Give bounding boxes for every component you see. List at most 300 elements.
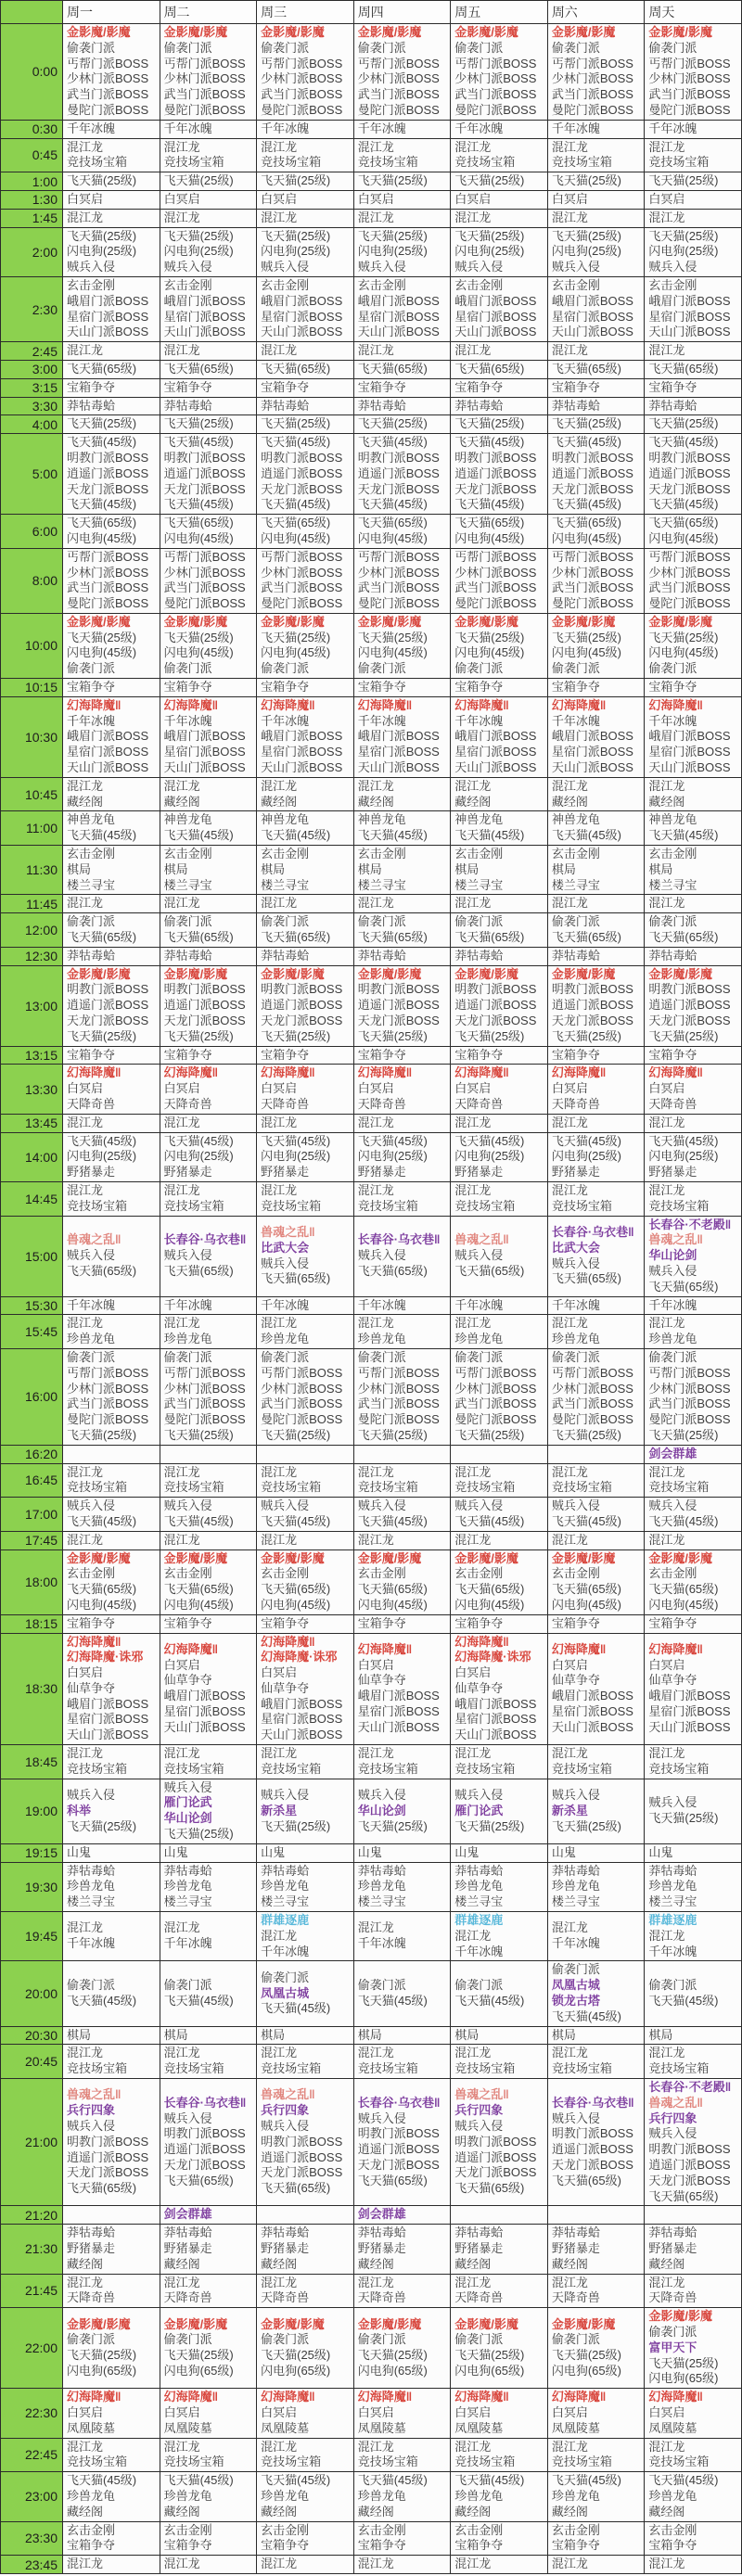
event-label: 曼陀门派BOSS xyxy=(454,102,537,117)
schedule-cell xyxy=(547,1633,645,1745)
event-label: 贼兵入侵 xyxy=(67,260,116,274)
day-header: 周天 xyxy=(645,1,742,24)
event-label: 贼兵入侵 xyxy=(163,1779,212,1794)
event-label: 贼兵入侵 xyxy=(163,2111,212,2125)
event-label: 偷袭门派 xyxy=(261,1970,310,1984)
schedule-cell xyxy=(257,378,354,397)
event-label: 混江龙 xyxy=(648,139,685,154)
schedule-cell xyxy=(547,2521,645,2556)
schedule-cell xyxy=(645,434,742,515)
event-label: 兵行四象 xyxy=(261,2103,310,2118)
time-label: 15:30 xyxy=(1,1296,63,1315)
event-label: 飞天猫(65级) xyxy=(648,930,719,945)
schedule-cell xyxy=(353,1531,451,1549)
schedule-cell xyxy=(353,1961,451,2026)
event-label: 混江龙 xyxy=(163,1746,200,1761)
event-label: 少林门派BOSS xyxy=(163,1381,246,1396)
event-label: 玄击金刚 xyxy=(261,277,310,292)
event-label: 天龙门派BOSS xyxy=(67,481,149,496)
event-label: 星宿门派BOSS xyxy=(67,1712,149,1727)
event-label: 幻海降魔‖ xyxy=(551,2390,607,2404)
schedule-cell xyxy=(451,1745,548,1779)
event-label: 金影魔/影魔 xyxy=(67,2316,131,2331)
event-label: 宝箱争夺 xyxy=(454,2538,504,2553)
event-label: 偷袭门派 xyxy=(551,914,600,929)
event-label: 莽牯毒蛤 xyxy=(357,2225,406,2240)
event-label: 贼兵入侵 xyxy=(454,260,504,274)
event-label: 千年冰魄 xyxy=(648,121,697,135)
table-row xyxy=(1,209,742,227)
schedule-cell xyxy=(353,360,451,378)
schedule-cell xyxy=(63,2045,160,2079)
schedule-cell xyxy=(547,342,645,361)
event-label: 混江龙 xyxy=(454,210,492,224)
event-label: 闪电狗(25级) xyxy=(454,1149,525,1164)
event-label: 混江龙 xyxy=(357,139,394,154)
schedule-cell xyxy=(547,1463,645,1498)
event-label: 仙草争夺 xyxy=(67,1680,116,1695)
event-label: 白冥启 xyxy=(163,2404,200,2419)
time-label: 22:00 xyxy=(1,2308,63,2389)
event-label: 峨眉门派BOSS xyxy=(648,729,731,744)
event-label: 星宿门派BOSS xyxy=(357,745,440,759)
schedule-cell xyxy=(257,1633,354,1745)
event-label: 天降奇兽 xyxy=(551,1097,600,1111)
event-label: 飞天猫(45级) xyxy=(454,435,525,450)
event-label: 宝箱争夺 xyxy=(648,2538,697,2553)
event-label: 飞天猫(45级) xyxy=(163,2473,234,2488)
event-label: 金影魔/影魔 xyxy=(357,614,422,629)
event-label: 逍遥门派BOSS xyxy=(648,465,731,480)
event-label: 仙草争夺 xyxy=(357,1673,406,1688)
time-label: 2:45 xyxy=(1,342,63,361)
event-label: 飞天猫(45级) xyxy=(261,435,331,450)
event-label: 千年冰魄 xyxy=(357,1936,406,1951)
event-label: 金影魔/影魔 xyxy=(163,614,228,629)
schedule-cell xyxy=(353,895,451,913)
schedule-cell xyxy=(63,613,160,678)
event-label: 闪电狗(45级) xyxy=(551,645,621,660)
event-label: 飞天猫(45级) xyxy=(67,1994,137,2009)
event-label: 混江龙 xyxy=(551,2046,588,2060)
event-label: 闪电狗(45级) xyxy=(357,1597,428,1612)
event-label: 天降奇兽 xyxy=(551,2290,600,2305)
event-label: 逍遥门派BOSS xyxy=(357,2142,440,2157)
event-label: 飞天猫(65级) xyxy=(551,516,621,530)
event-label: 混江龙 xyxy=(357,343,394,358)
event-label: 闪电狗(45级) xyxy=(261,530,331,545)
event-label: 逍遥门派BOSS xyxy=(163,2142,246,2157)
event-label: 藏经阁 xyxy=(648,2256,685,2271)
event-label: 飞天猫(45级) xyxy=(551,1513,621,1528)
event-label: 天降奇兽 xyxy=(357,1097,406,1111)
event-label: 宝箱争夺 xyxy=(454,1047,504,1062)
event-label: 千年冰魄 xyxy=(67,121,116,135)
event-label: 飞天猫(25级) xyxy=(648,1028,719,1043)
schedule-cell xyxy=(645,679,742,697)
event-label: 长春谷·乌衣巷‖ xyxy=(357,2095,441,2110)
event-label: 楼兰寻宝 xyxy=(357,877,406,892)
event-label: 星宿门派BOSS xyxy=(551,745,633,759)
event-label: 珍兽龙龟 xyxy=(67,1332,116,1346)
event-label: 竞技场宝箱 xyxy=(67,2061,128,2076)
event-label: 明教门派BOSS xyxy=(357,2126,440,2141)
event-label: 飞天猫(65级) xyxy=(357,1263,428,1278)
event-label: 天龙门派BOSS xyxy=(261,1014,343,1028)
schedule-cell xyxy=(451,1065,548,1114)
event-label: 玄击金刚 xyxy=(648,2522,697,2537)
event-label: 贼兵入侵 xyxy=(163,1498,212,1513)
schedule-cell xyxy=(353,172,451,191)
time-label: 0:45 xyxy=(1,138,63,172)
event-label: 混江龙 xyxy=(67,2557,104,2571)
schedule-cell xyxy=(257,2079,354,2206)
time-label: 19:45 xyxy=(1,1912,63,1961)
time-label: 10:45 xyxy=(1,777,63,811)
time-label: 3:00 xyxy=(1,360,63,378)
event-label: 天降奇兽 xyxy=(163,1097,212,1111)
schedule-cell xyxy=(63,1348,160,1445)
event-label: 少林门派BOSS xyxy=(357,71,440,86)
schedule-cell xyxy=(353,2206,451,2225)
event-label: 贼兵入侵 xyxy=(163,1248,212,1263)
event-label: 金影魔/影魔 xyxy=(67,25,131,39)
event-label: 飞天猫(25级) xyxy=(357,173,428,188)
event-label: 贼兵入侵 xyxy=(261,2119,310,2133)
event-label: 藏经阁 xyxy=(67,794,104,809)
schedule-cell xyxy=(645,2206,742,2225)
event-label: 飞天猫(25级) xyxy=(454,630,525,644)
event-label: 宝箱争夺 xyxy=(648,379,697,394)
event-label: 天龙门派BOSS xyxy=(163,481,246,496)
event-label: 偷袭门派 xyxy=(67,914,116,929)
event-label: 偷袭门派 xyxy=(357,1978,406,1993)
event-label: 千年冰魄 xyxy=(648,1944,697,1958)
event-label: 混江龙 xyxy=(261,1316,298,1331)
event-label: 飞天猫(25级) xyxy=(648,2355,719,2370)
event-label: 幻海降魔‖ xyxy=(163,1065,219,1080)
event-label: 飞天猫(25级) xyxy=(551,630,621,644)
schedule-cell xyxy=(645,1779,742,1843)
event-label: 贼兵入侵 xyxy=(551,1256,600,1270)
event-label: 闪电狗(65级) xyxy=(551,2363,621,2378)
event-label: 混江龙 xyxy=(163,343,200,358)
event-label: 武当门派BOSS xyxy=(551,1396,633,1411)
event-label: 峨眉门派BOSS xyxy=(454,293,537,308)
schedule-cell xyxy=(63,172,160,191)
table-row xyxy=(1,548,742,613)
schedule-cell xyxy=(547,965,645,1046)
event-label: 宝箱争夺 xyxy=(648,1047,697,1062)
schedule-cell xyxy=(645,360,742,378)
event-label: 偷袭门派 xyxy=(648,661,697,676)
event-label: 飞天猫(25级) xyxy=(648,228,719,243)
event-label: 飞天猫(65级) xyxy=(67,361,137,376)
schedule-cell xyxy=(257,1498,354,1532)
table-row xyxy=(1,777,742,811)
event-label: 白冥启 xyxy=(551,1081,588,1096)
event-label: 棋局 xyxy=(261,861,286,876)
schedule-cell xyxy=(451,548,548,613)
event-label: 逍遥门派BOSS xyxy=(163,998,246,1013)
event-label: 闪电狗(45级) xyxy=(454,530,525,545)
event-label: 混江龙 xyxy=(357,2557,394,2571)
schedule-cell xyxy=(160,679,257,697)
schedule-cell xyxy=(63,679,160,697)
event-label: 莽牯毒蛤 xyxy=(163,1863,212,1878)
time-label: 5:00 xyxy=(1,434,63,515)
event-label: 藏经阁 xyxy=(67,2504,104,2519)
event-label: 飞天猫(25级) xyxy=(163,416,234,431)
event-label: 混江龙 xyxy=(551,778,588,793)
schedule-cell xyxy=(451,1315,548,1349)
schedule-cell xyxy=(451,895,548,913)
time-label: 18:00 xyxy=(1,1549,63,1614)
schedule-cell xyxy=(353,696,451,777)
schedule-cell xyxy=(547,548,645,613)
event-label: 偷袭门派 xyxy=(163,40,212,55)
event-label: 天降奇兽 xyxy=(163,2290,212,2305)
schedule-cell xyxy=(257,2026,354,2045)
event-label: 峨眉门派BOSS xyxy=(357,729,440,744)
event-label: 丐帮门派BOSS xyxy=(357,549,440,564)
event-label: 飞天猫(25级) xyxy=(551,1427,621,1442)
event-label: 楼兰寻宝 xyxy=(454,877,504,892)
event-label: 贼兵入侵 xyxy=(67,1498,116,1513)
schedule-cell xyxy=(160,2079,257,2206)
schedule-cell xyxy=(353,1633,451,1745)
event-label: 千年冰魄 xyxy=(551,713,600,728)
event-label: 棋局 xyxy=(163,861,188,876)
schedule-cell xyxy=(160,1843,257,1862)
time-label: 18:15 xyxy=(1,1614,63,1633)
event-label: 莽牯毒蛤 xyxy=(551,1863,600,1878)
event-label: 飞天猫(65级) xyxy=(357,2173,428,2187)
schedule-cell xyxy=(451,846,548,895)
event-label: 混江龙 xyxy=(357,778,394,793)
event-label: 贼兵入侵 xyxy=(67,1248,116,1263)
event-label: 金影魔/影魔 xyxy=(163,2316,228,2331)
event-label: 宝箱争夺 xyxy=(261,379,310,394)
event-label: 群雄逐鹿 xyxy=(454,1913,504,1928)
event-label: 闪电狗(45级) xyxy=(261,1597,331,1612)
event-label: 混江龙 xyxy=(357,1920,394,1935)
event-label: 玄击金刚 xyxy=(163,847,212,861)
schedule-cell xyxy=(451,1114,548,1132)
event-label: 竞技场宝箱 xyxy=(67,2455,128,2469)
event-label: 宝箱争夺 xyxy=(67,680,116,695)
time-label: 1:00 xyxy=(1,172,63,191)
event-label: 幻海降魔‖ xyxy=(648,697,703,712)
event-label: 藏经阁 xyxy=(551,2256,588,2271)
event-label: 宝箱争夺 xyxy=(261,1047,310,1062)
event-label: 金影魔/影魔 xyxy=(454,2316,518,2331)
schedule-cell xyxy=(547,434,645,515)
schedule-cell xyxy=(353,227,451,276)
schedule-cell xyxy=(63,360,160,378)
event-label: 飞天猫(45级) xyxy=(454,497,525,512)
table-row xyxy=(1,24,742,121)
schedule-cell xyxy=(645,846,742,895)
schedule-cell xyxy=(547,1961,645,2026)
event-label: 竞技场宝箱 xyxy=(648,2061,710,2076)
schedule-cell xyxy=(645,1614,742,1633)
schedule-cell xyxy=(645,1114,742,1132)
event-label: 天龙门派BOSS xyxy=(648,2173,731,2187)
event-label: 兽魂之乱‖ xyxy=(454,1232,509,1247)
event-label: 混江龙 xyxy=(67,1746,104,1761)
event-label: 莽牯毒蛤 xyxy=(648,398,697,413)
event-label: 少林门派BOSS xyxy=(357,1381,440,1396)
event-label: 飞天猫(65级) xyxy=(648,2188,719,2203)
event-label: 飞天猫(25级) xyxy=(551,2348,621,2363)
schedule-cell xyxy=(160,120,257,138)
event-label: 飞天猫(25级) xyxy=(551,228,621,243)
schedule-cell xyxy=(451,1862,548,1911)
event-label: 金影魔/影魔 xyxy=(261,25,325,39)
event-label: 飞天猫(25级) xyxy=(261,2348,331,2363)
schedule-cell xyxy=(63,1065,160,1114)
event-label: 武当门派BOSS xyxy=(454,1396,537,1411)
event-label: 莽牯毒蛤 xyxy=(163,2225,212,2240)
event-label: 飞天猫(45级) xyxy=(261,2001,331,2016)
event-label: 莽牯毒蛤 xyxy=(163,398,212,413)
schedule-cell xyxy=(451,1463,548,1498)
event-label: 莽牯毒蛤 xyxy=(454,2225,504,2240)
event-label: 天山门派BOSS xyxy=(551,325,633,339)
event-label: 混江龙 xyxy=(454,1115,492,1129)
time-label: 21:20 xyxy=(1,2206,63,2225)
event-label: 藏经阁 xyxy=(454,2504,492,2519)
schedule-cell xyxy=(257,1912,354,1961)
event-label: 飞天猫(45级) xyxy=(67,1133,137,1148)
schedule-cell xyxy=(160,276,257,341)
schedule-cell xyxy=(63,777,160,811)
event-label: 贼兵入侵 xyxy=(67,2119,116,2133)
event-label: 飞天猫(25级) xyxy=(551,173,621,188)
schedule-cell xyxy=(547,696,645,777)
schedule-cell xyxy=(645,1498,742,1532)
schedule-cell xyxy=(63,1296,160,1315)
event-label: 金影魔/影魔 xyxy=(357,1550,422,1565)
event-label: 白冥启 xyxy=(67,2404,104,2419)
event-label: 竞技场宝箱 xyxy=(67,155,128,170)
schedule-cell xyxy=(257,2438,354,2472)
event-label: 莽牯毒蛤 xyxy=(454,398,504,413)
day-header: 周六 xyxy=(547,1,645,24)
table-row xyxy=(1,1181,742,1216)
event-label: 飞天猫(65级) xyxy=(67,1582,137,1597)
time-label: 0:30 xyxy=(1,120,63,138)
schedule-cell xyxy=(160,2206,257,2225)
event-label: 白冥启 xyxy=(551,191,588,206)
schedule-cell xyxy=(645,1296,742,1315)
event-label: 莽牯毒蛤 xyxy=(261,948,310,963)
event-label: 野猪暴走 xyxy=(454,2240,504,2255)
event-label: 仙草争夺 xyxy=(163,1673,212,1688)
table-row xyxy=(1,2556,742,2574)
event-label: 凤凰陵墓 xyxy=(648,2420,697,2435)
table-row xyxy=(1,1779,742,1843)
event-label: 千年冰魄 xyxy=(67,1936,116,1951)
event-label: 贼兵入侵 xyxy=(261,1498,310,1513)
schedule-cell xyxy=(160,1315,257,1349)
schedule-cell xyxy=(645,811,742,846)
table-row xyxy=(1,1961,742,2026)
event-label: 野猪暴走 xyxy=(551,2240,600,2255)
event-label: 藏经阁 xyxy=(261,794,298,809)
event-label: 混江龙 xyxy=(261,1928,298,1943)
time-label: 11:30 xyxy=(1,846,63,895)
schedule-cell xyxy=(257,190,354,209)
schedule-cell xyxy=(547,913,645,948)
schedule-cell xyxy=(451,2308,548,2389)
schedule-cell xyxy=(257,777,354,811)
event-label: 天山门派BOSS xyxy=(261,1728,343,1742)
schedule-cell xyxy=(160,360,257,378)
event-label: 天龙门派BOSS xyxy=(261,2165,343,2180)
event-label: 楼兰寻宝 xyxy=(648,1894,697,1909)
event-label: 峨眉门派BOSS xyxy=(551,1689,633,1703)
schedule-cell xyxy=(353,378,451,397)
event-label: 千年冰魄 xyxy=(454,1944,504,1958)
event-label: 飞天猫(45级) xyxy=(551,828,621,843)
event-label: 幻海降魔‖ xyxy=(648,1641,703,1656)
schedule-cell xyxy=(451,434,548,515)
time-label: 20:00 xyxy=(1,1961,63,2026)
event-label: 丐帮门派BOSS xyxy=(454,1365,537,1380)
schedule-cell xyxy=(547,1046,645,1065)
event-label: 星宿门派BOSS xyxy=(454,309,537,324)
event-label: 野猪暴走 xyxy=(648,1165,697,1180)
event-label: 飞天猫(65级) xyxy=(67,1263,137,1278)
schedule-cell xyxy=(645,415,742,434)
event-label: 逍遥门派BOSS xyxy=(454,2149,537,2164)
event-label: 飞天猫(25级) xyxy=(67,228,137,243)
schedule-cell xyxy=(257,1862,354,1911)
event-label: 棋局 xyxy=(551,861,576,876)
event-label: 峨眉门派BOSS xyxy=(67,293,149,308)
event-label: 凤凰陵墓 xyxy=(357,2420,406,2435)
event-label: 混江龙 xyxy=(648,778,685,793)
event-label: 珍兽龙龟 xyxy=(551,1879,600,1894)
schedule-cell xyxy=(257,227,354,276)
schedule-cell xyxy=(160,1046,257,1065)
time-label: 3:15 xyxy=(1,378,63,397)
event-label: 藏经阁 xyxy=(163,2256,200,2271)
event-label: 贼兵入侵 xyxy=(648,1498,697,1513)
event-label: 竞技场宝箱 xyxy=(261,2455,322,2469)
event-label: 偷袭门派 xyxy=(454,2332,504,2347)
event-label: 新杀星 xyxy=(551,1803,588,1817)
event-label: 珍兽龙龟 xyxy=(67,2488,116,2503)
event-label: 丐帮门派BOSS xyxy=(67,56,149,70)
event-label: 武当门派BOSS xyxy=(454,580,537,595)
schedule-cell xyxy=(160,1862,257,1911)
event-label: 天山门派BOSS xyxy=(67,760,149,775)
event-label: 藏经阁 xyxy=(357,2504,394,2519)
event-label: 闪电狗(45级) xyxy=(454,1597,525,1612)
schedule-cell xyxy=(547,947,645,965)
event-label: 武当门派BOSS xyxy=(163,580,246,595)
event-label: 幻海降魔‖ xyxy=(357,1065,413,1080)
schedule-cell xyxy=(63,397,160,415)
schedule-cell xyxy=(353,2521,451,2556)
schedule-cell xyxy=(257,515,354,549)
schedule-cell xyxy=(451,1614,548,1633)
event-label: 闪电狗(25级) xyxy=(357,1149,428,1164)
event-label: 兽魂之乱‖ xyxy=(261,2087,315,2102)
